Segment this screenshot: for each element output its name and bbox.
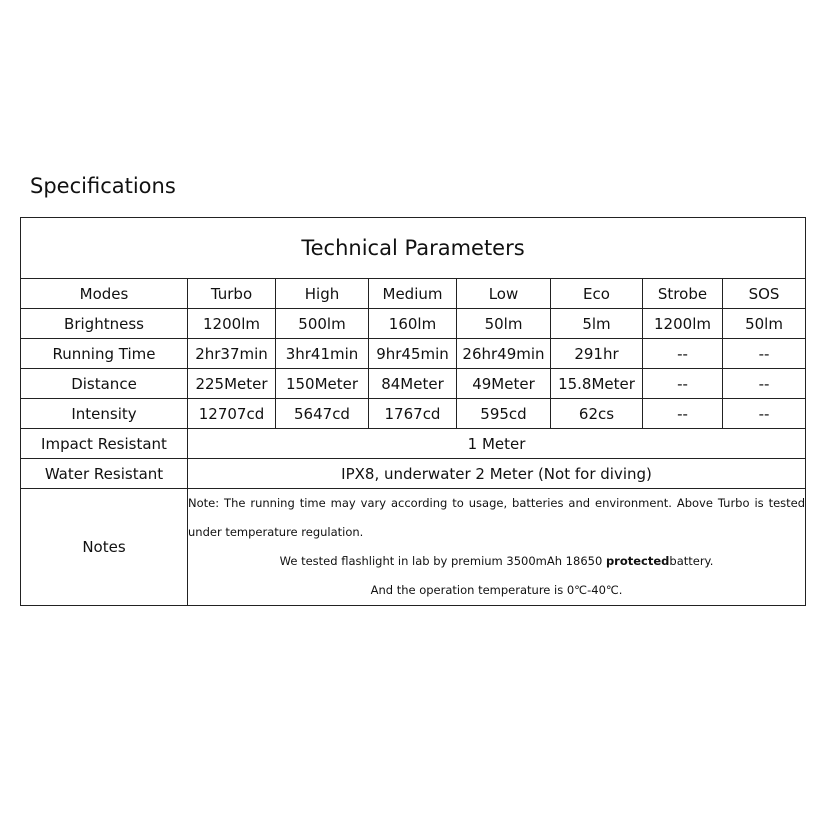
note-line-2-suffix: battery. xyxy=(669,554,714,568)
row-label: Brightness xyxy=(21,309,188,339)
table-cell: 9hr45min xyxy=(369,339,457,369)
table-cell: 62cs xyxy=(551,399,643,429)
table-cell: 5647cd xyxy=(276,399,369,429)
row-label: Intensity xyxy=(21,399,188,429)
spec-table xyxy=(20,217,806,606)
table-cell: 160lm xyxy=(369,309,457,339)
notes-content xyxy=(188,489,806,606)
notes-row xyxy=(21,489,806,606)
table-cell: -- xyxy=(723,339,806,369)
table-cell: -- xyxy=(723,369,806,399)
table-cell: 49Meter xyxy=(457,369,551,399)
table-cell: 3hr41min xyxy=(276,339,369,369)
mode-header: Strobe xyxy=(643,279,723,309)
table-cell: 291hr xyxy=(551,339,643,369)
note-line-1: Note: The running time may vary according to usage, batteries and environment. Above Turbo is tested under temperature regulation. xyxy=(188,496,806,539)
note-line-2-prefix: We tested flashlight in lab by premium 3500mAh 18650 xyxy=(279,554,606,568)
impact-resistant-label: Impact Resistant xyxy=(21,429,188,459)
table-cell: 2hr37min xyxy=(188,339,276,369)
table-cell: -- xyxy=(643,369,723,399)
note-line-3: And the operation temperature is 0℃-40℃. xyxy=(370,583,623,597)
table-cell: 225Meter xyxy=(188,369,276,399)
table-cell: -- xyxy=(643,399,723,429)
mode-header: High xyxy=(276,279,369,309)
mode-header: Eco xyxy=(551,279,643,309)
table-cell: -- xyxy=(643,339,723,369)
table-cell: 1767cd xyxy=(369,399,457,429)
table-cell: 500lm xyxy=(276,309,369,339)
water-resistant-row xyxy=(21,459,806,489)
table-cell: 15.8Meter xyxy=(551,369,643,399)
water-resistant-label: Water Resistant xyxy=(21,459,188,489)
water-resistant-value: IPX8, underwater 2 Meter (Not for diving) xyxy=(188,459,806,489)
note-line-2-bold: protected xyxy=(605,554,670,568)
table-row xyxy=(21,339,806,369)
mode-header: Turbo xyxy=(188,279,276,309)
modes-row xyxy=(21,279,806,309)
page-heading: Specifications xyxy=(30,174,176,198)
mode-header: Low xyxy=(457,279,551,309)
table-cell: 50lm xyxy=(723,309,806,339)
table-cell: 12707cd xyxy=(188,399,276,429)
table-cell: 26hr49min xyxy=(457,339,551,369)
table-cell: 5lm xyxy=(551,309,643,339)
row-label: Distance xyxy=(21,369,188,399)
table-row xyxy=(21,309,806,339)
table-cell: 1200lm xyxy=(188,309,276,339)
notes-label: Notes xyxy=(21,489,188,606)
table-cell: 150Meter xyxy=(276,369,369,399)
table-cell: 50lm xyxy=(457,309,551,339)
mode-header: Medium xyxy=(369,279,457,309)
table-row xyxy=(21,399,806,429)
table-cell: 595cd xyxy=(457,399,551,429)
table-cell: 1200lm xyxy=(643,309,723,339)
impact-resistant-value: 1 Meter xyxy=(188,429,806,459)
table-cell: -- xyxy=(723,399,806,429)
note-line-2 xyxy=(188,547,805,576)
table-cell: 84Meter xyxy=(369,369,457,399)
table-row xyxy=(21,369,806,399)
modes-label: Modes xyxy=(21,279,188,309)
table-title: Technical Parameters xyxy=(21,218,806,279)
row-label: Running Time xyxy=(21,339,188,369)
impact-resistant-row xyxy=(21,429,806,459)
mode-header: SOS xyxy=(723,279,806,309)
